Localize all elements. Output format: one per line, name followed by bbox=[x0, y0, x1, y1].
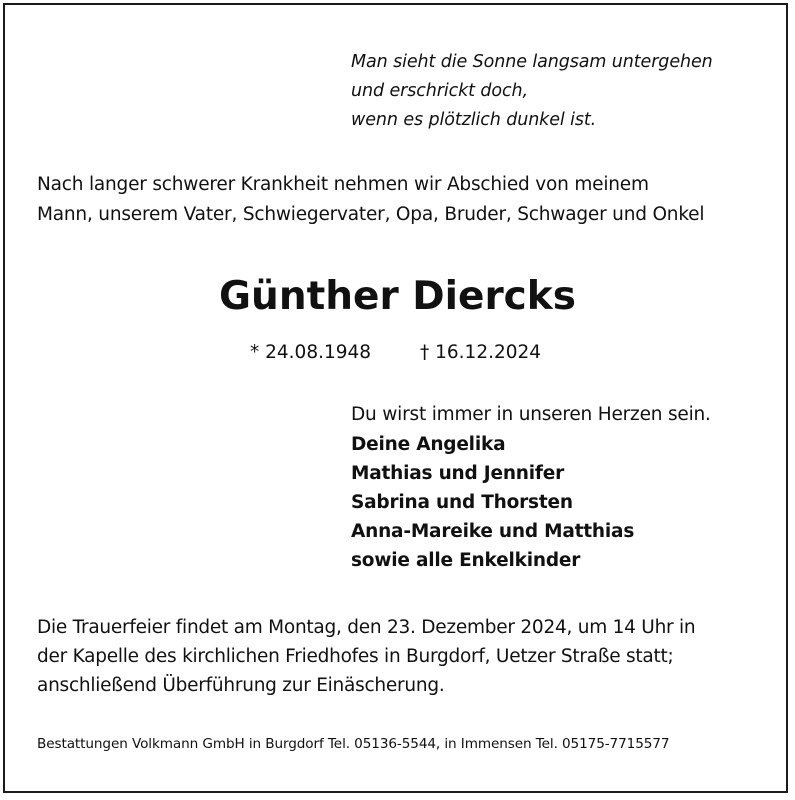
birth-date: * 24.08.1948 bbox=[250, 342, 372, 363]
intro-line-2: Mann, unserem Vater, Schwiegervater, Opa, Bruder, Schwager und Onkel bbox=[37, 204, 705, 225]
mourner-name: sowie alle Enkelkinder bbox=[351, 550, 581, 571]
quote-line-2: und erschrickt doch, bbox=[351, 81, 528, 101]
mourner-name: Mathias und Jennifer bbox=[351, 463, 565, 484]
service-line-2: der Kapelle des kirchlichen Friedhofes in Burgdorf, Uetzer Straße statt; bbox=[37, 646, 674, 667]
deceased-name: Günther Diercks bbox=[219, 274, 576, 319]
mourner-name: Deine Angelika bbox=[351, 434, 506, 455]
quote-line-3: wenn es plötzlich dunkel ist. bbox=[351, 110, 597, 130]
mourner-name: Anna-Mareike und Matthias bbox=[351, 521, 635, 542]
quote-line-1: Man sieht die Sonne langsam untergehen bbox=[351, 52, 713, 72]
mourners-heading: Du wirst immer in unseren Herzen sein. bbox=[351, 404, 711, 425]
intro-line-1: Nach langer schwerer Krankheit nehmen wir Abschied von meinem bbox=[37, 174, 649, 195]
death-date: † 16.12.2024 bbox=[420, 342, 542, 363]
mourner-name: Sabrina und Thorsten bbox=[351, 492, 573, 513]
service-line-1: Die Trauerfeier findet am Montag, den 23. Dezember 2024, um 14 Uhr in bbox=[37, 617, 696, 638]
service-line-3: anschließend Überführung zur Einäscherung. bbox=[37, 675, 445, 696]
funeral-home-contact: Bestattungen Volkmann GmbH in Burgdorf Tel. 05136-5544, in Immensen Tel. 05175-7715577 bbox=[37, 736, 670, 752]
